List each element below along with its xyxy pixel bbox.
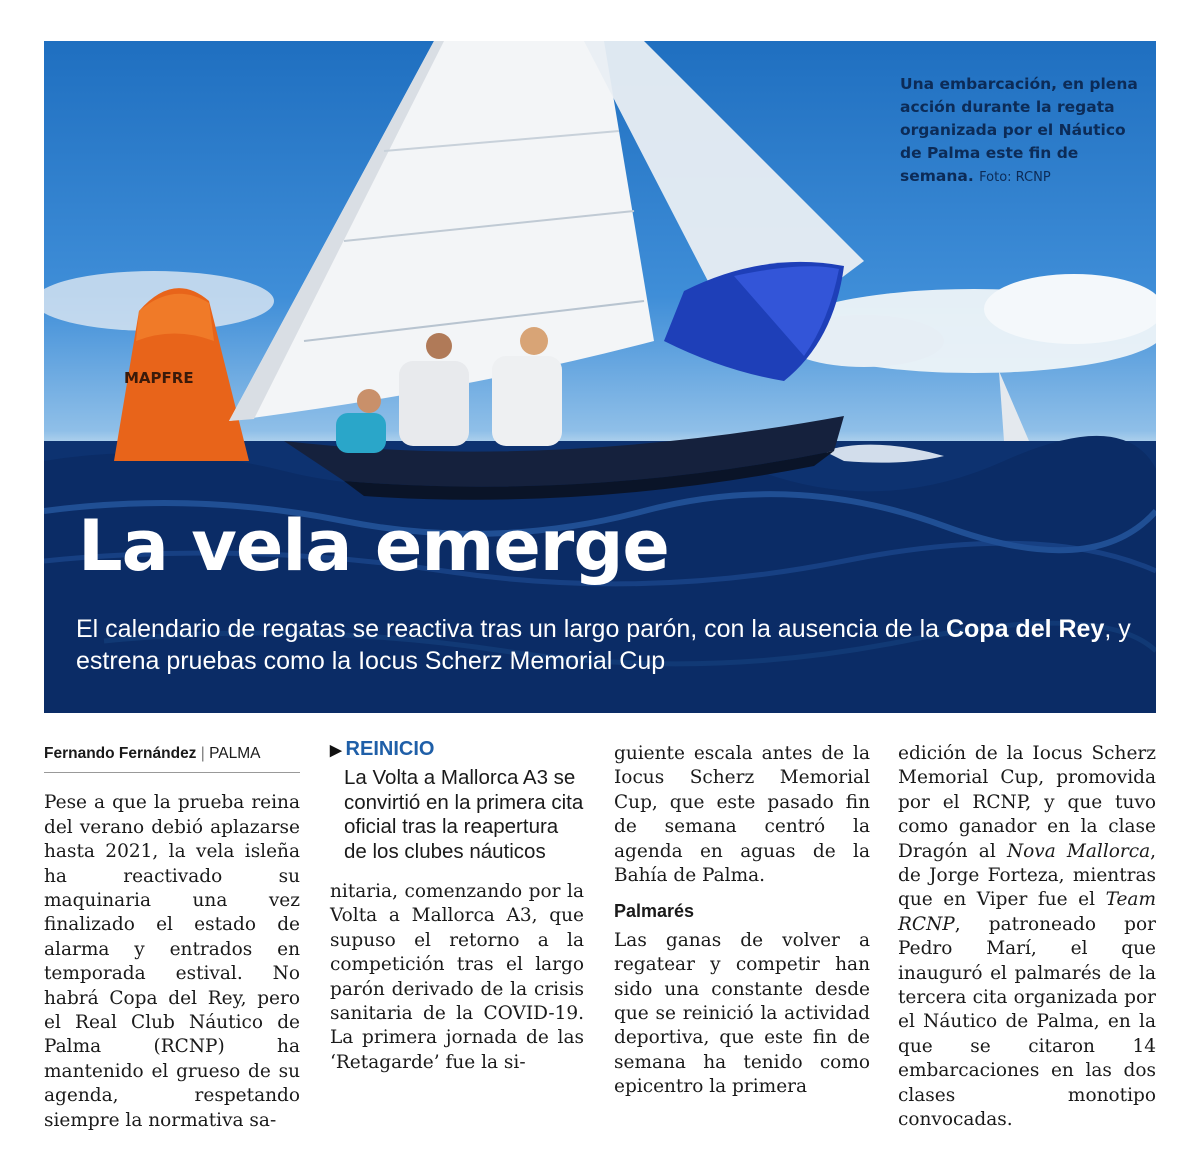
body-paragraph: Pese a que la prueba reina del verano debió aplazarse hasta 2021, la vela isleña ha reactivado su maquinaria una vez finalizado el estado de alarma y entrados en temporada estival. No habrá Copa del Rey, pero el Real Club Náutico de Palma (RCNP) ha mantenido el grueso de su agenda, respetando siempre la normativa sa-	[44, 792, 300, 1131]
column-1	[44, 742, 300, 1133]
boat-name: Nova Mallorca	[1006, 840, 1151, 862]
body-text: edición de la Iocus Scherz Memorial Cup, promovida por el RCNP, y que tuvo como ganador en la clase Dragón al	[898, 743, 1156, 862]
body-paragraph: nitaria, comenzando por la Volta a Mallorca A3, que supuso el retorno a la competición tras el largo parón derivado de la crisis sanitaria de la COVID-19. La primera jornada de las ‘Retagarde’ fue la si-	[330, 881, 584, 1073]
subhead-text-1: El calendario de regatas se reactiva tras un largo parón, con la ausencia de la	[76, 615, 946, 643]
caption-text: Una embarcación, en plena acción durante la regata organizada por el Náutico de Palma este fin de semana.	[900, 75, 1138, 185]
team-name: Team RCNP	[898, 889, 1156, 935]
subhead-bold: Copa del Rey	[945, 615, 1105, 643]
buoy-label: MAPFRE	[124, 369, 194, 387]
photo-caption	[900, 73, 1150, 189]
kicker-label: REINICIO	[345, 738, 435, 760]
body-text: , patroneado por Pedro Marí, el que inauguró el palmarés de la tercera cita organizada por el Náutico de Palma, en la que se citaron 14 embarcaciones en las dos clases monotipo convocadas.	[898, 913, 1156, 1131]
hero-photo	[44, 41, 1156, 713]
byline	[44, 742, 300, 773]
triangle-icon: ▶	[330, 742, 342, 759]
body-paragraph	[898, 742, 1156, 1133]
body-text: , de Jorge Forteza, mientras que en Viper fue el	[898, 840, 1157, 911]
byline-location: PALMA	[209, 745, 261, 762]
author-name: Fernando Fernández	[44, 745, 197, 762]
column-2	[330, 738, 584, 1075]
byline-separator: |	[200, 745, 205, 762]
subheadline	[76, 613, 1156, 677]
deck-summary: La Volta a Mallorca A3 se convirtió en la primera cita oficial tras la reapertura de los clubes náuticos	[344, 766, 584, 863]
section-kicker	[330, 738, 584, 762]
section-subtitle: Palmarés	[614, 901, 695, 922]
body-paragraph: Las ganas de volver a regatear y competir han sido una constante desde que se reinició la actividad deportiva, que este fin de semana ha tenido como epicentro la primera	[614, 929, 870, 1098]
subhead-text-2: , y estrena pruebas como la Iocus Scherz Memorial Cup	[76, 615, 1131, 675]
column-3	[614, 742, 870, 1100]
body-paragraph: guiente escala antes de la Iocus Scherz Memorial Cup, que este pasado fin de semana centró la agenda en aguas de la Bahía de Palma.	[614, 743, 870, 887]
photo-credit: Foto: RCNP	[979, 170, 1051, 185]
headline: La vela emerge	[78, 505, 669, 587]
column-4	[898, 742, 1156, 1133]
